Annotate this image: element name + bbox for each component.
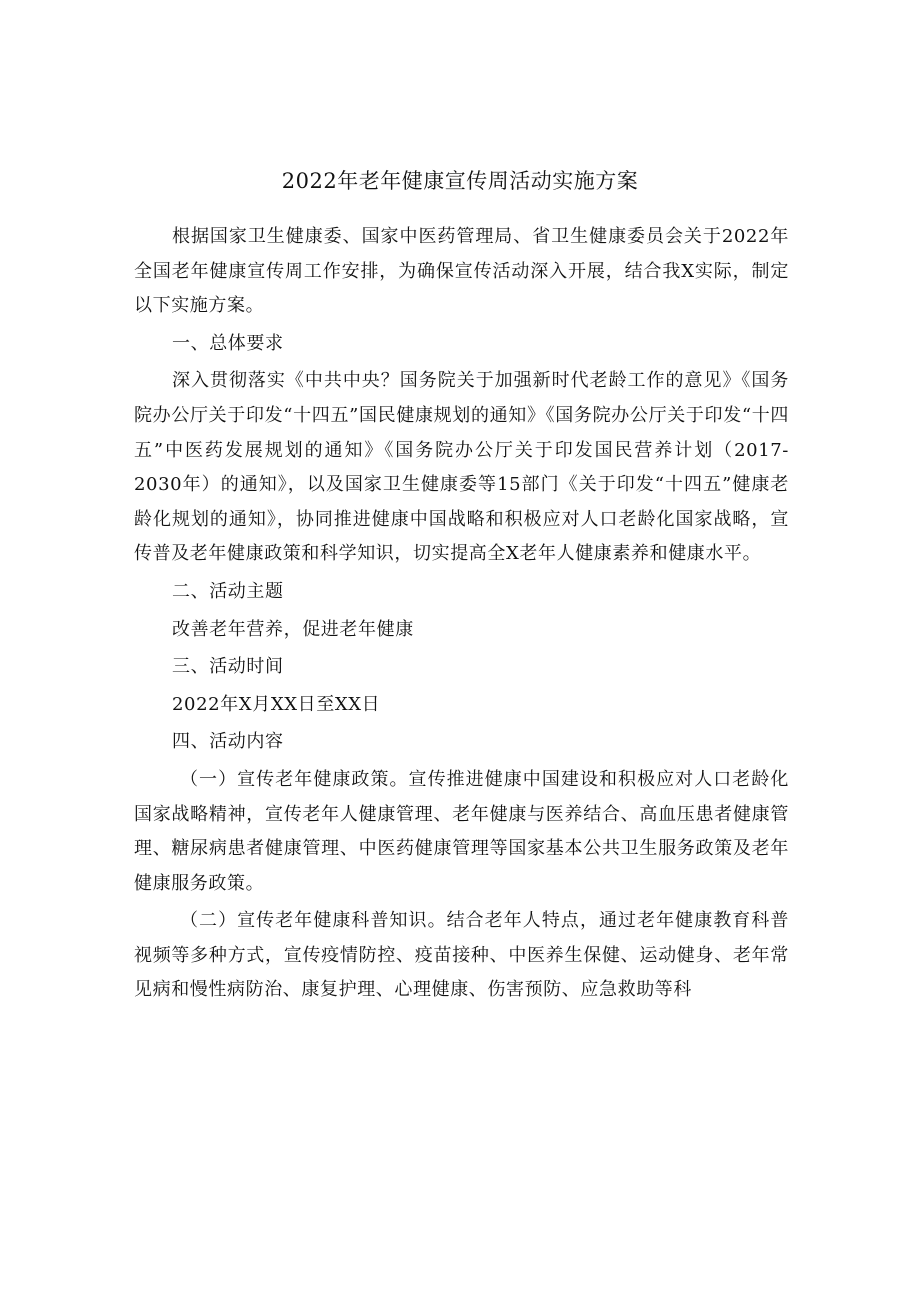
- activity-theme-paragraph: 改善老年营养，促进老年健康: [172, 618, 414, 640]
- content-item-science-paragraph: （二）宣传老年健康科普知识。结合老年人特点，通过老年健康教育科普视频等多种方式，宣传疫情防控、疫苗接种、中医养生保健、运动健身、老年常见病和慢性病防治、康复护理、心理健康、伤害预防、应急救助等科: [134, 910, 789, 1001]
- section-heading-general-requirements: 一、总体要求: [172, 332, 284, 354]
- content-item-policy-paragraph: （一）宣传老年健康政策。宣传推进健康中国建设和积极应对人口老龄化国家战略精神，宣传老年人健康管理、老年健康与医养结合、高血压患者健康管理、糖尿病患者健康管理、中医药健康管理等国家基本公共卫生服务政策及老年健康服务政策。: [134, 768, 789, 894]
- intro-paragraph: 根据国家卫生健康委、国家中医药管理局、省卫生健康委员会关于2022年全国老年健康宣传周工作安排，为确保宣传活动深入开展，结合我X实际，制定以下实施方案。: [134, 226, 789, 317]
- general-requirements-paragraph: 深入贯彻落实《中共中央？国务院关于加强新时代老龄工作的意见》《国务院办公厅关于印发“十四五”国民健康规划的通知》《国务院办公厅关于印发“十四五”中医药发展规划的通知》《国务院办公厅关于印发国民营养计划（2017-2030年）的通知》，以及国家卫生健康委等15部门《关于印发“十四五”健康老龄化规划的通知》，协同推进健康中国战略和积极应对人口老龄化国家战略，宣传普及老年健康政策和科学知识，切实提高全X老年人健康素养和健康水平。: [134, 370, 789, 565]
- section-heading-activity-theme: 二、活动主题: [172, 580, 284, 602]
- document-body: [134, 220, 789, 1011]
- document-title: 2022年老年健康宣传周活动实施方案: [281, 169, 639, 193]
- activity-time-paragraph: 2022年X月XX日至XX日: [172, 693, 381, 715]
- section-heading-activity-time: 三、活动时间: [172, 656, 284, 678]
- section-heading-activity-content: 四、活动内容: [172, 731, 284, 753]
